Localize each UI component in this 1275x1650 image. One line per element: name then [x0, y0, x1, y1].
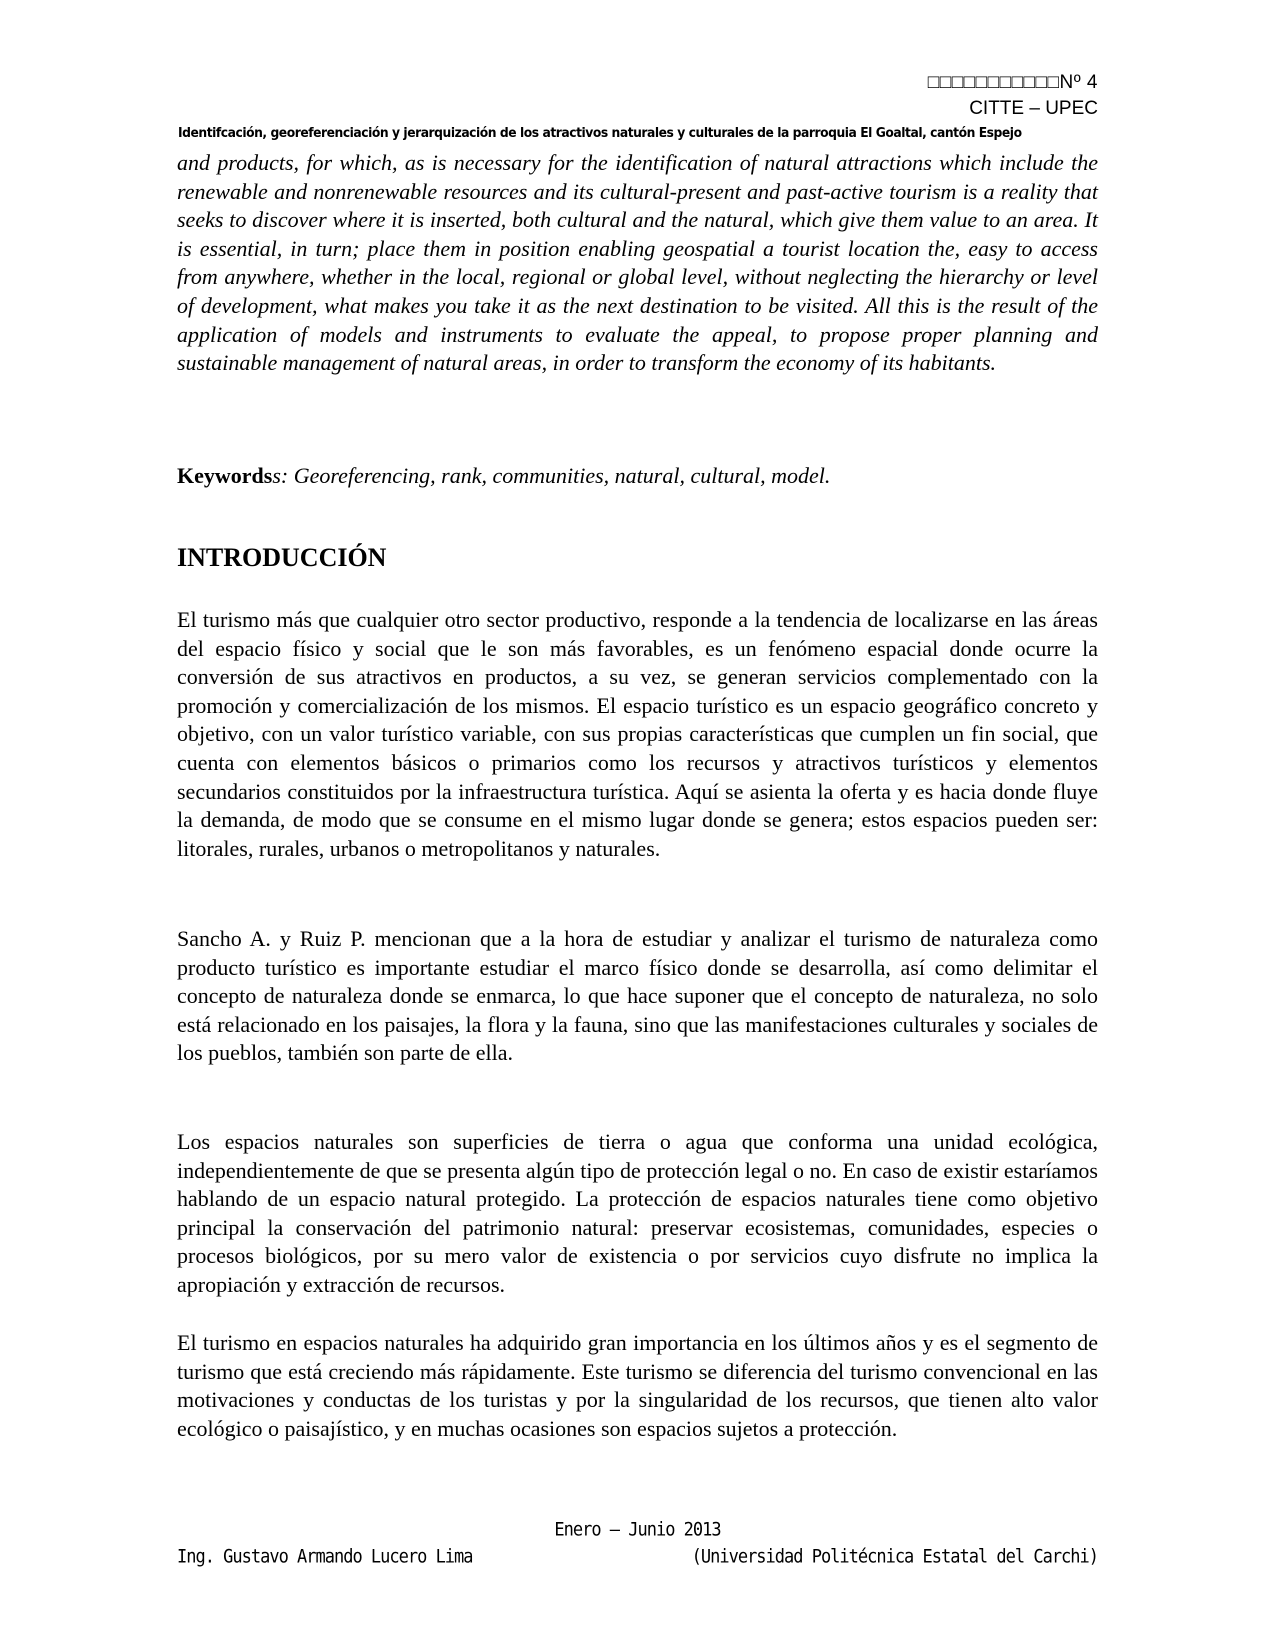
footer-author: Ing. Gustavo Armando Lucero Lima: [177, 1546, 473, 1568]
footer-institution: (Universidad Politécnica Estatal del Carchi): [691, 1546, 1098, 1568]
section-heading: INTRODUCCIÓN: [177, 543, 387, 572]
keywords-line: [177, 462, 1098, 491]
abstract-paragraph: and products, for which, as is necessary for the identification of natural attractions which include the renewable and nonrenewable resources and its cultural-present and past-active tourism is a reality that seeks to discover where it is inserted, both cultural and the natural, which give them value to an area. It is essential, in turn; place them in position enabling geospatial a tourist location the, easy to access from anywhere, whether in the local, regional or global level, without neglecting the hierarchy or level of development, what makes you take it as the next destination to be visited. All this is the result of the application of models and instruments to evaluate the appeal, to propose proper planning and sustainable management of natural areas, in order to transform the economy of its habitants.: [177, 150, 1098, 376]
body-paragraph: El turismo más que cualquier otro sector productivo, responde a la tendencia de localizarse en las áreas del espacio físico y social que le son más favorables, es un fenómeno espacial donde ocurre la conversión de sus atractivos en productos, a su vez, se generan servicios complementado con la promoción y comercialización de los mismos. El espacio turístico es un espacio geográfico concreto y objetivo, con un valor turístico variable, con sus propias características que cumplen un fin social, que cuenta con elementos básicos o primarios como los recursos y atractivos turísticos y elementos secundarios constituidos por la infraestructura turística. Aquí se asienta la oferta y es hacia donde fluye la demanda, de modo que se consume en el mismo lugar donde se genera; estos espacios pueden ser: litorales, rurales, urbanos o metropolitanos y naturales.: [177, 607, 1098, 861]
footer-date: Enero – Junio 2013: [554, 1519, 721, 1541]
body-paragraph: Sancho A. y Ruiz P. mencionan que a la hora de estudiar y analizar el turismo de naturaleza como producto turístico es importante estudiar el marco físico donde se desarrolla, así como delimitar el concepto de naturaleza donde se enmarca, lo que hace suponer que el concepto de naturaleza, no solo está relacionado en los paisajes, la flora y la fauna, sino que las manifestaciones culturales y sociales de los pueblos, también son parte de ella.: [177, 926, 1098, 1066]
journal-organization: CITTE – UPEC: [969, 98, 1098, 119]
body-paragraph: Los espacios naturales son superficies de tierra o agua que conforma una unidad ecológica, independientemente de que se presenta algún tipo de protección legal o no. En caso de existir estaríamos hablando de un espacio natural protegido. La protección de espacios naturales tiene como objetivo principal la conservación del patrimonio natural: preservar ecosistemas, comunidades, especies o procesos biológicos, por su mero valor de existencia o por servicios cuyo disfrute no implica la apropiación y extracción de recursos.: [177, 1129, 1098, 1297]
body-paragraph: El turismo en espacios naturales ha adquirido gran importancia en los últimos años y es el segmento de turismo que está creciendo más rápidamente. Este turismo se diferencia del turismo convencional en las motivaciones y conductas de los turistas y por la singularidad de los recursos, que tienen alto valor ecológico o paisajístico, y en muchas ocasiones son espacios sujetos a protección.: [177, 1330, 1098, 1441]
keywords-values: s: Georeferencing, rank, communities, natural, cultural, model.: [272, 463, 831, 488]
keywords-label: Keywords: [177, 463, 273, 488]
running-title: Identifcación, georeferenciación y jerarquización de los atractivos naturales y culturales de la parroquia El Goaltal, cantón Espejo: [178, 126, 1022, 141]
journal-issue-number: □□□□□□□□□□□Nº 4: [927, 72, 1098, 93]
